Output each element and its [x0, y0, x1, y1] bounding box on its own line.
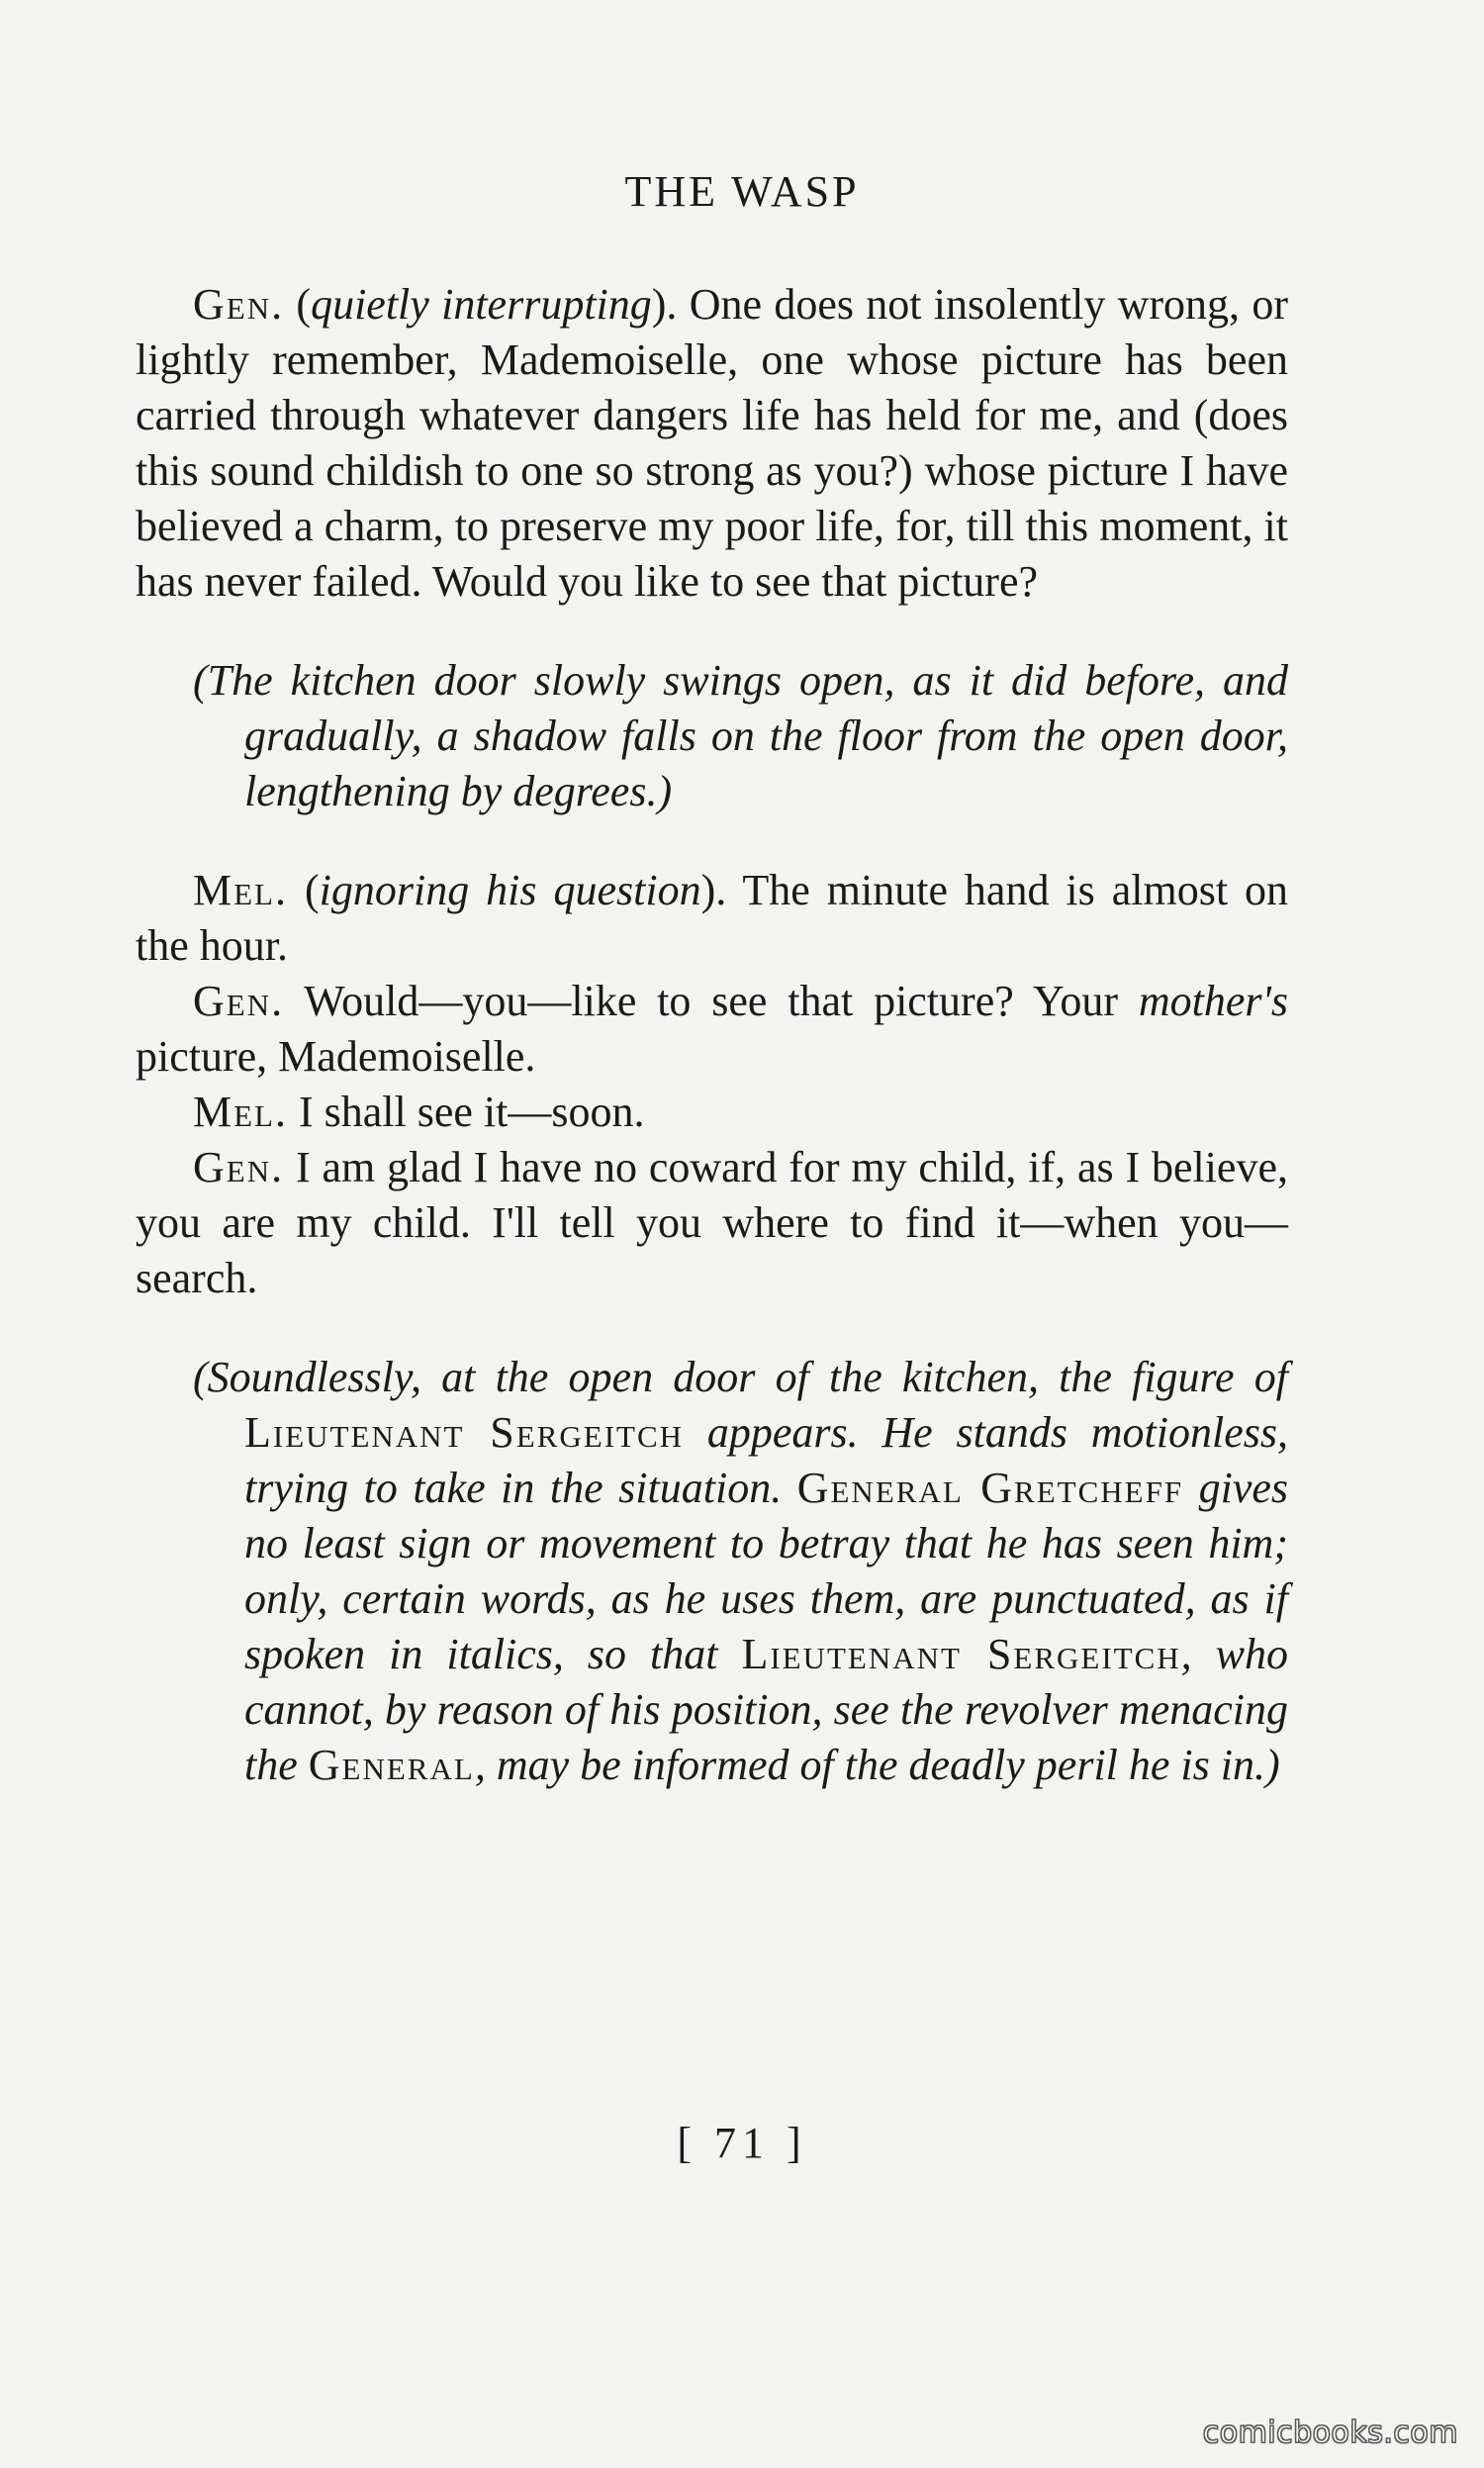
dialogue-text: picture, Mademoiselle.: [136, 1032, 536, 1081]
page-number: [ 71 ]: [677, 2119, 807, 2167]
dialogue-text: Would—you—like to see that picture? Your: [304, 977, 1139, 1025]
play-text: [136, 277, 1288, 1793]
dialogue-text: The minute hand is almost on the hour.: [136, 866, 1289, 970]
stage-text: (Soundlessly, at the open door of the kitchen, the figure of: [193, 1353, 1288, 1401]
speaker-name: Gen.: [193, 280, 285, 329]
site-watermark: comicbooks.com: [1202, 2416, 1458, 2450]
emphasis: mother's: [1138, 977, 1288, 1025]
dialogue-paragraph: [136, 1140, 1288, 1306]
speaker-name: Gen.: [193, 977, 285, 1025]
dialogue-paragraph: [136, 1085, 1288, 1140]
stage-direction-inline: quietly interrupting: [311, 280, 652, 329]
stage-direction-inline: ignoring his question: [319, 866, 701, 914]
speaker-name: Gen.: [193, 1143, 285, 1191]
dialogue-paragraph: [136, 974, 1288, 1085]
character-name: General: [308, 1741, 475, 1789]
dialogue-text: I shall see it—soon.: [299, 1088, 645, 1136]
dialogue-paragraph: Gen. (quietly interrupting). One does not insolently wrong, or lightly remember, Mademoiselle, one whose picture has been carried through whatever dangers life has held for me, and (does this sound childish to one so strong as you?) whose picture I have believed a charm, to preserve my poor life, for, till this moment, it has never failed. Would you like to see that picture?: [136, 280, 1289, 606]
speaker-name: Mel.: [193, 866, 288, 914]
character-name: General Gretcheff: [796, 1464, 1184, 1512]
stage-text: , who cannot, by reason of his position, see the revolver menacing the: [244, 1630, 1289, 1789]
stage-text: appears. He stands motionless, trying to take in the situation.: [244, 1408, 1288, 1512]
character-name: Lieutenant Sergeitch: [741, 1630, 1181, 1678]
dialogue-paragraph: Mel. (ignoring his question). The minute hand is almost on the hour.: [136, 866, 1289, 970]
stage-direction: [193, 1350, 1288, 1793]
running-head: THE WASP: [624, 167, 860, 216]
stage-text: , may be informed of the deadly peril he is in.): [474, 1741, 1280, 1789]
stage-text: gives no least sign or movement to betray that he has seen him; only, certain words, as he uses them, are punctuated, as if spoken in italics, so that: [244, 1464, 1289, 1678]
dialogue-text: One does not insolently wrong, or lightly remember, Mademoiselle, one whose picture has been carried through whatever dangers life has held for me, and (does this sound childish to one so strong as you?) whose picture I have believed a charm, to preserve my poor life, for, till this moment, it has never failed. Would you like to see that picture?: [136, 280, 1289, 606]
speaker-name: Mel.: [193, 1088, 288, 1136]
stage-direction: (The kitchen door slowly swings open, as it did before, and gradually, a shadow falls on the floor from the open door, lengthening by degrees.): [193, 656, 1288, 815]
character-name: Lieutenant Sergeitch: [244, 1408, 685, 1457]
dialogue-text: I am glad I have no coward for my child, if, as I believe, you are my child. I'll tell you where to find it—when you—search.: [136, 1143, 1288, 1302]
